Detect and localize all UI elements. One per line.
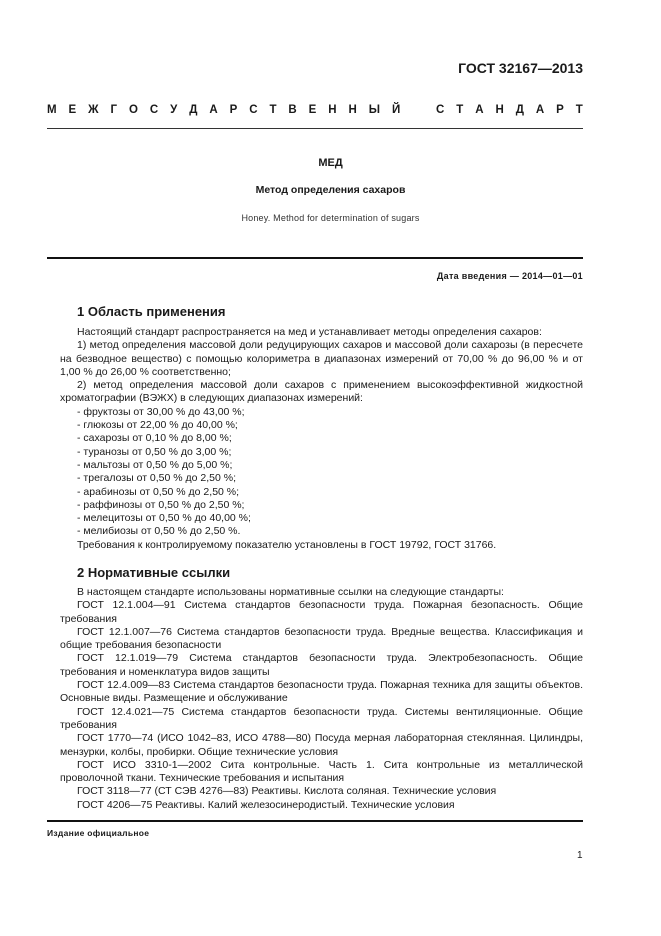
- banner-letter: С: [249, 104, 258, 116]
- paragraph: - туранозы от 0,50 % до 3,00 %;: [77, 445, 232, 458]
- banner-letter: Т: [456, 104, 464, 116]
- banner-letter: А: [535, 104, 545, 116]
- page-number: 1: [577, 850, 583, 861]
- banner-letter: О: [128, 104, 138, 116]
- section-2-body: [60, 586, 583, 812]
- english-title: Honey. Method for determination of sugars: [241, 213, 420, 223]
- banner-letter: А: [209, 104, 218, 116]
- banner-letter: Н: [348, 104, 357, 116]
- paragraph: ГОСТ 12.4.009—83 Система стандартов безопасности труда. Пожарная техника для защиты объектов. Основные виды. Размещение и обслуживание: [60, 679, 583, 705]
- banner-letter: Н: [328, 104, 337, 116]
- divider: [47, 128, 583, 129]
- banner-letter: В: [288, 104, 297, 116]
- official-edition-label: Издание официальное: [47, 828, 150, 838]
- paragraph: - трегалозы от 0,50 % до 2,50 %;: [77, 472, 237, 485]
- paragraph: ГОСТ 12.1.007—76 Система стандартов безопасности труда. Вредные вещества. Классификация и общие требования безопасности: [60, 625, 583, 652]
- paragraph: - раффинозы от 0,50 % до 2,50 %;: [77, 498, 245, 511]
- banner-letter: С: [149, 104, 159, 116]
- paragraph: В настоящем стандарте использованы нормативные ссылки на следующие стандарты:: [77, 586, 504, 598]
- paragraph: ГОСТ 4206—75 Реактивы. Калий железосинеродистый. Технические условия: [77, 798, 455, 811]
- banner-letter: Д: [189, 104, 198, 116]
- paragraph: - глюкозы от 22,00 % до 40,00 %;: [77, 419, 238, 432]
- paragraph: ГОСТ 3118—77 (СТ СЭВ 4276—83) Реактивы. Кислота соляная. Технические условия: [77, 785, 497, 798]
- paragraph: ГОСТ ИСО 3310-1—2002 Сита контрольные. Часть 1. Сита контрольные из металлической проволочной ткани. Технические требования и испытания: [60, 758, 583, 785]
- document-subtitle: Метод определения сахаров: [255, 184, 406, 196]
- banner-letter: С: [436, 104, 445, 116]
- paragraph: ГОСТ 12.1.019—79 Система стандартов безопасности труда. Электробезопасность. Общие требования и номенклатура видов защиты: [60, 652, 583, 678]
- section-2-heading: 2 Нормативные ссылки: [77, 565, 231, 580]
- paragraph: - мелибиозы от 0,50 % до 2,50 %.: [77, 525, 241, 538]
- interstate-standard-banner: [47, 104, 583, 116]
- paragraph: - мелецитозы от 0,50 % до 40,00 %;: [77, 512, 251, 525]
- banner-letter: Р: [229, 104, 238, 116]
- divider: [47, 257, 583, 259]
- banner-letter: Н: [495, 104, 504, 116]
- banner-letter: М: [47, 104, 57, 116]
- banner-letter: Е: [308, 104, 317, 116]
- paragraph: - арабинозы от 0,50 % до 2,50 %;: [77, 485, 240, 498]
- banner-letter: А: [475, 104, 484, 116]
- paragraph: - сахарозы от 0,10 % до 8,00 %;: [77, 432, 232, 445]
- banner-letter: Ж: [88, 104, 99, 116]
- section-1-body: [60, 326, 583, 552]
- paragraph: - мальтозы от 0,50 % до 5,00 %;: [77, 458, 233, 471]
- paragraph: Требования к контролируемому показателю установлены в ГОСТ 19792, ГОСТ 31766.: [77, 538, 497, 551]
- effective-date: Дата введения — 2014—01—01: [436, 271, 583, 281]
- paragraph: 2) метод определения массовой доли сахаров с применением высокоэффективной жидкостной хроматографии (ВЭЖХ) в следующих диапазонах измерений:: [60, 379, 583, 405]
- divider: [47, 820, 583, 822]
- banner-letter: Й: [391, 104, 401, 116]
- banner-letter: Д: [515, 104, 524, 116]
- banner-letter: Е: [68, 104, 77, 116]
- paragraph: 1) метод определения массовой доли редуцирующих сахаров и массовой доли сахарозы (в пересчете на безводное вещество) с помощью колориметра в диапазонах измерений от 70,00 % до 96,00 % и от 1,00 % до 26,00 % соответственно;: [60, 339, 583, 378]
- standard-designation: ГОСТ 32167—2013: [458, 60, 583, 76]
- paragraph: - фруктозы от 30,00 % до 43,00 %;: [77, 405, 245, 418]
- paragraph: ГОСТ 1770—74 (ИСО 1042–83, ИСО 4788—80) Посуда мерная лабораторная стеклянная. Цилиндры, мензурки, колбы, пробирки. Общие технические условия: [60, 732, 583, 758]
- document-title: МЕД: [318, 157, 343, 169]
- paragraph: Настоящий стандарт распространяется на мед и устанавливает методы определения сахаров:: [77, 326, 542, 338]
- paragraph: ГОСТ 12.1.004—91 Система стандартов безопасности труда. Пожарная безопасность. Общие требования: [60, 599, 583, 625]
- banner-letter: Т: [269, 104, 277, 116]
- banner-letter: У: [170, 104, 178, 116]
- banner-letter: Р: [556, 104, 564, 116]
- paragraph: ГОСТ 12.4.021—75 Система стандартов безопасности труда. Системы вентиляционные. Общие требования: [60, 705, 583, 731]
- banner-letter: Г: [110, 104, 118, 116]
- section-1-heading: 1 Область применения: [77, 304, 226, 319]
- banner-letter: Ы: [368, 104, 381, 116]
- banner-letter: Т: [575, 104, 583, 116]
